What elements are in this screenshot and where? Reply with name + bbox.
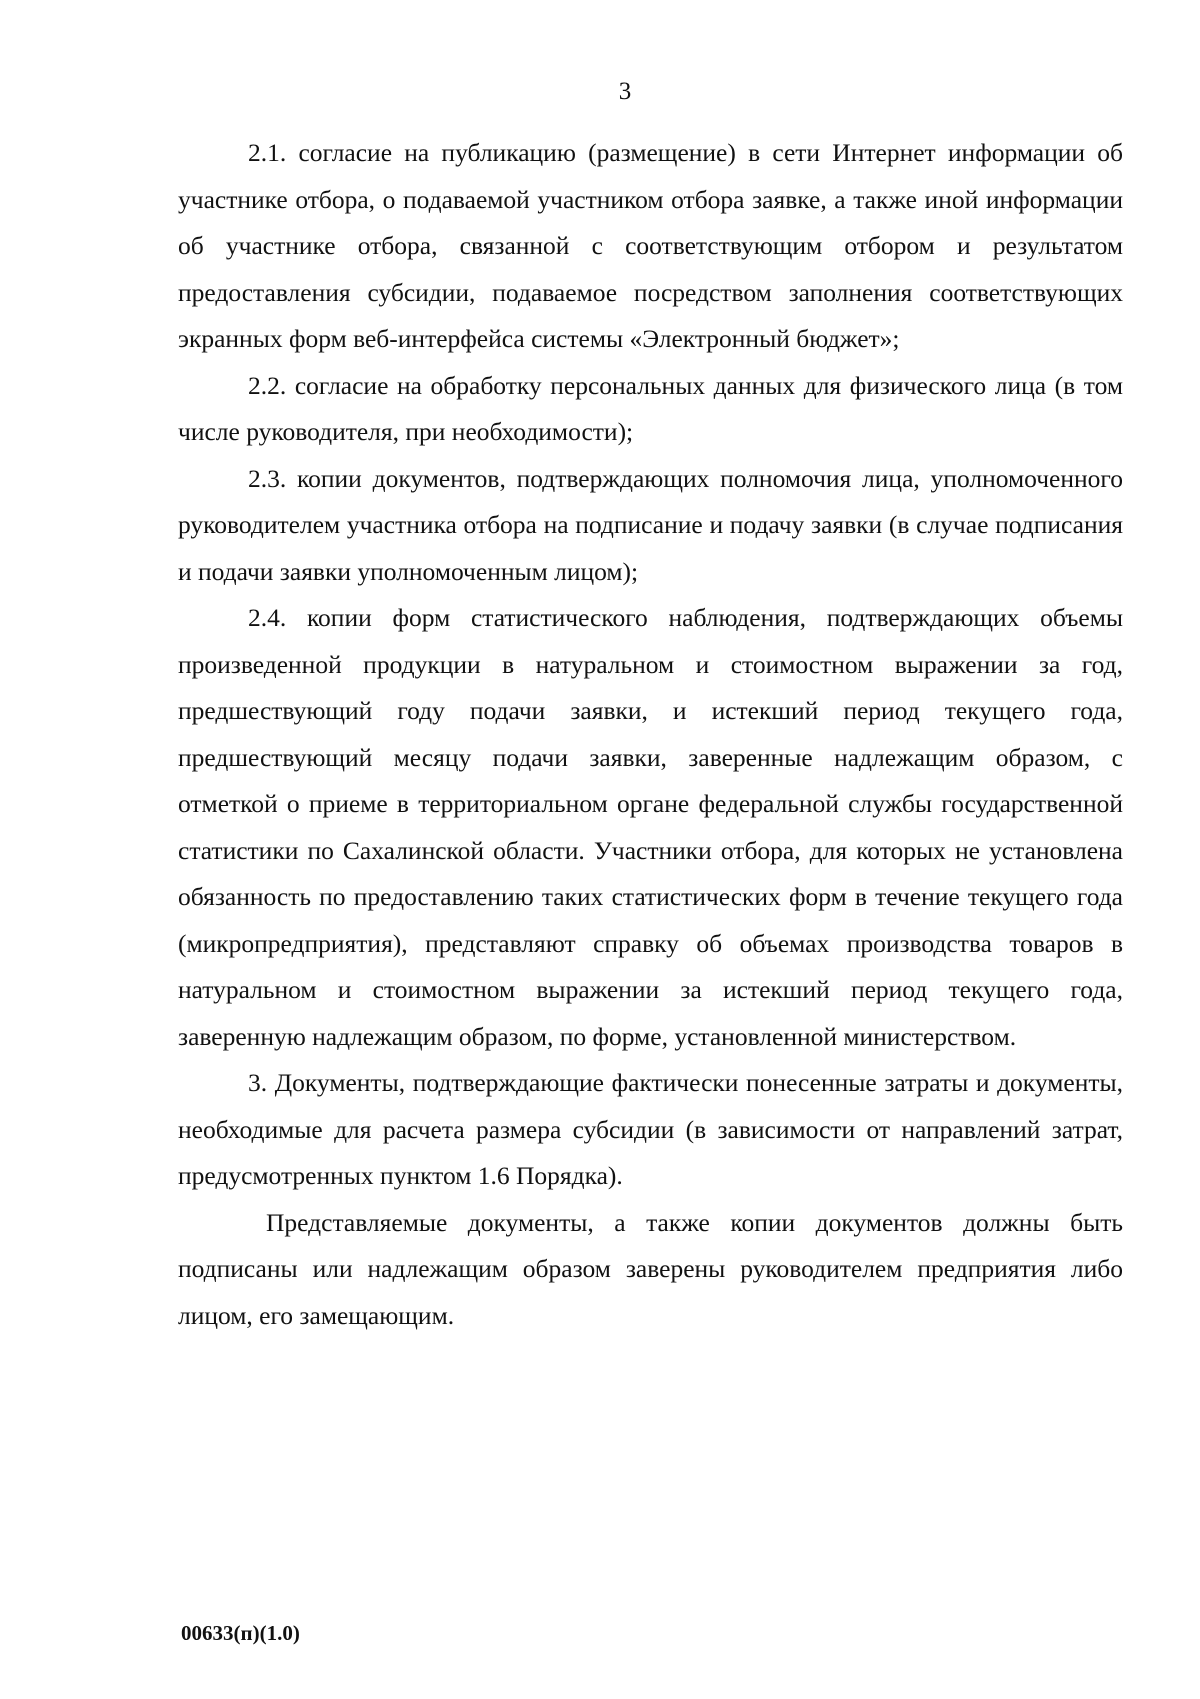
paragraph-closing-note: Представляемые документы, а также копии документов должны быть подписаны или надлежащим образом заверены руководителем предприятия либо лицом, его замещающим. xyxy=(178,1207,1123,1330)
page-number: 3 xyxy=(618,78,632,105)
document-code: 00633(п)(1.0) xyxy=(181,1621,300,1645)
paragraph-2-1: 2.1. согласие на публикацию (размещение) в сети Интернет информации об участнике отбора, о подаваемой участником отбора заявке, а также иной информации об участнике отбора, связанной с соответствующим отбором и результатом предоставления субсидии, подаваемое посредством заполнения соответствующих экранных форм веб-интерфейса системы «Электронный бюджет»; xyxy=(178,138,1123,353)
paragraph-2-2: 2.2. согласие на обработку персональных данных для физического лица (в том числе руководителя, при необходимости); xyxy=(178,370,1123,446)
paragraph-2-3: 2.3. копии документов, подтверждающих полномочия лица, уполномоченного руководителем участника отбора на подписание и подачу заявки (в случае подписания и подачи заявки уполномоченным лицом); xyxy=(178,463,1123,586)
document-body xyxy=(178,130,1123,1339)
paragraph-3: 3. Документы, подтверждающие фактически понесенные затраты и документы, необходимые для расчета размера субсидии (в зависимости от направлений затрат, предусмотренных пунктом 1.6 Порядка). xyxy=(178,1068,1123,1190)
paragraph-2-4: 2.4. копии форм статистического наблюдения, подтверждающих объемы произведенной продукции в натуральном и стоимостном выражении за год, предшествующий году подачи заявки, и истекший период текущего года, предшествующий месяцу подачи заявки, заверенные надлежащим образом, с отметкой о приеме в территориальном органе федеральной службы государственной статистики по Сахалинской области. Участники отбора, для которых не установлена обязанность по предоставлению таких статистических форм в течение текущего года (микропредприятия), представляют справку об объемах производства товаров в натуральном и стоимостном выражении за истекший период текущего года, заверенную надлежащим образом, по форме, установленной министерством. xyxy=(178,603,1123,1051)
